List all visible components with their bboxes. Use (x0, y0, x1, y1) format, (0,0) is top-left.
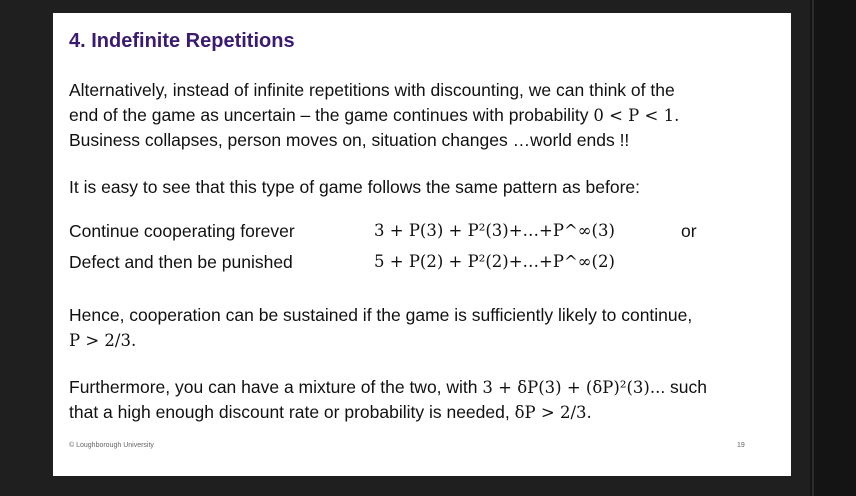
footer-page-number: 19 (737, 442, 745, 449)
furthermore-line-1-text: Furthermore, you can have a mixture of the two, with (69, 377, 483, 397)
hence-line-2: P > 2/3. (69, 331, 137, 350)
window-right-edge (810, 0, 856, 496)
window-divider (812, 0, 814, 496)
hence-line-1: Hence, cooperation can be sustained if the game is sufficiently likely to continue, (69, 305, 693, 325)
furthermore-line-1 (69, 375, 769, 400)
pattern-intro: It is easy to see that this type of game follows the same pattern as before: (69, 177, 640, 197)
intro-line-2 (69, 103, 769, 128)
furthermore-paragraph (69, 375, 769, 425)
threshold-formula: δP > 2/3. (514, 403, 592, 422)
slide-title: 4. Indefinite Repetitions (69, 30, 295, 52)
row-label-defect: Defect and then be punished (69, 252, 293, 272)
row-formula-defect: 5 + P(2) + P²(2)+…+P^∞(2) (374, 252, 615, 271)
row-formula-cooperate: 3 + P(3) + P²(3)+…+P^∞(3) (374, 221, 615, 240)
intro-line-3: Business collapses, person moves on, situation changes …world ends !! (69, 130, 630, 150)
intro-line-2-text: end of the game as uncertain – the game continues with probability (69, 105, 594, 125)
intro-line-1: Alternatively, instead of infinite repetitions with discounting, we can think of the (69, 80, 675, 100)
furthermore-line-2-text: that a high enough discount rate or probability is needed, (69, 402, 515, 422)
intro-paragraph (69, 78, 769, 153)
mixture-formula: 3 + δP(3) + (δP)²(3).. (482, 378, 661, 397)
slide (53, 13, 791, 476)
row-or-label: or (681, 221, 697, 241)
hence-paragraph (69, 303, 769, 353)
row-label-cooperate: Continue cooperating forever (69, 221, 295, 241)
probability-range: 0 < P < 1. (593, 106, 680, 125)
furthermore-line-1-end: . such (660, 377, 708, 397)
furthermore-line-2 (69, 400, 769, 425)
footer-copyright: © Loughborough University (69, 442, 154, 449)
